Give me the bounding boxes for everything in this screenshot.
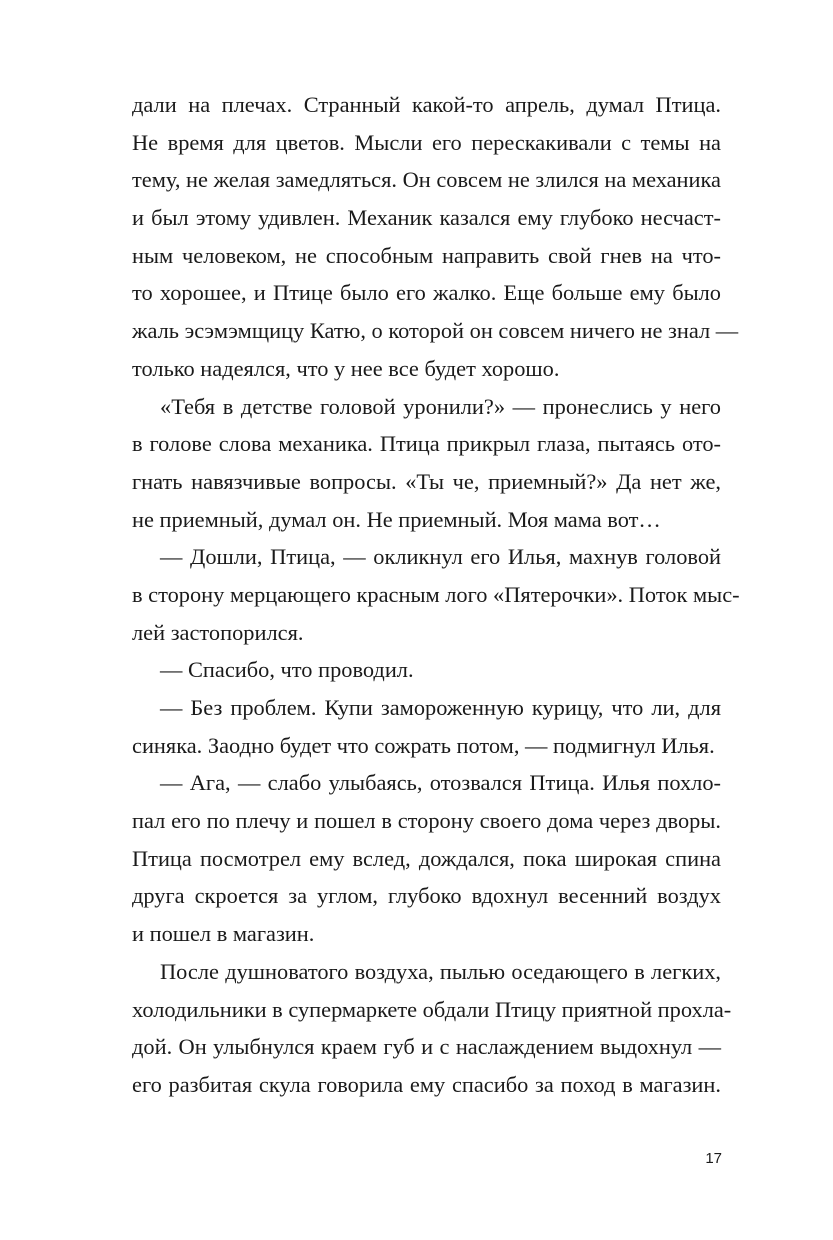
text-line: После душноватого воздуха, пылью оседающего в легких, (160, 958, 721, 984)
text-line: в голове слова механика. Птица прикрыл глаза, пытаясь ото- (132, 431, 721, 457)
text-line: его разбитая скула говорила ему спасибо за поход в магазин. (132, 1071, 721, 1097)
page-number: 17 (705, 1150, 722, 1167)
text-line: лей застопорился. (132, 619, 304, 645)
text-line: жаль эсэмэмщицу Катю, о которой он совсем ничего не знал — (132, 318, 739, 344)
text-line: друга скроется за углом, глубоко вдохнул весенний воздух (132, 883, 721, 909)
text-line: и был этому удивлен. Механик казался ему глубоко несчаст- (132, 205, 721, 231)
text-line: ным человеком, не способным направить свой гнев на что- (132, 242, 721, 268)
text-line: не приемный, думал он. Не приемный. Моя мама вот… (132, 506, 661, 532)
text-line: гнать навязчивые вопросы. «Ты че, приемный?» Да нет же, (132, 468, 721, 494)
text-line: и пошел в магазин. (132, 921, 315, 947)
text-line: синяка. Заодно будет что сожрать потом, — подмигнул Илья. (132, 732, 715, 758)
text-line: только надеялся, что у нее все будет хорошо. (132, 355, 560, 381)
text-line: дой. Он улыбнулся краем губ и с наслаждением выдохнул — (132, 1034, 721, 1060)
text-line: Птица посмотрел ему вслед, дождался, пока широкая спина (132, 845, 721, 871)
text-line: тему, не желая замедляться. Он совсем не злился на механика (132, 167, 721, 193)
text-line: — Без проблем. Купи замороженную курицу, что ли, для (160, 695, 721, 720)
text-line: то хорошее, и Птице было его жалко. Еще больше ему было (132, 280, 721, 306)
text-line: пал его по плечу и пошел в сторону своего дома через дворы. (132, 808, 721, 834)
text-line: дали на плечах. Странный какой-то апрель, думал Птица. (132, 92, 721, 117)
text-line: в сторону мерцающего красным лого «Пятерочки». Поток мыс- (132, 581, 740, 607)
text-line: «Тебя в детстве головой уронили?» — пронеслись у него (160, 393, 721, 419)
text-line: — Ага, — слабо улыбаясь, отозвался Птица. Илья похло- (160, 770, 721, 796)
text-line: Не время для цветов. Мысли его перескакивали с темы на (132, 129, 721, 155)
body-text (132, 86, 740, 1104)
text-line: холодильники в супермаркете обдали Птицу приятной прохла- (132, 996, 732, 1022)
text-line: — Дошли, Птица, — окликнул его Илья, махнув головой (160, 544, 721, 570)
text-line: — Спасибо, что проводил. (160, 657, 414, 683)
